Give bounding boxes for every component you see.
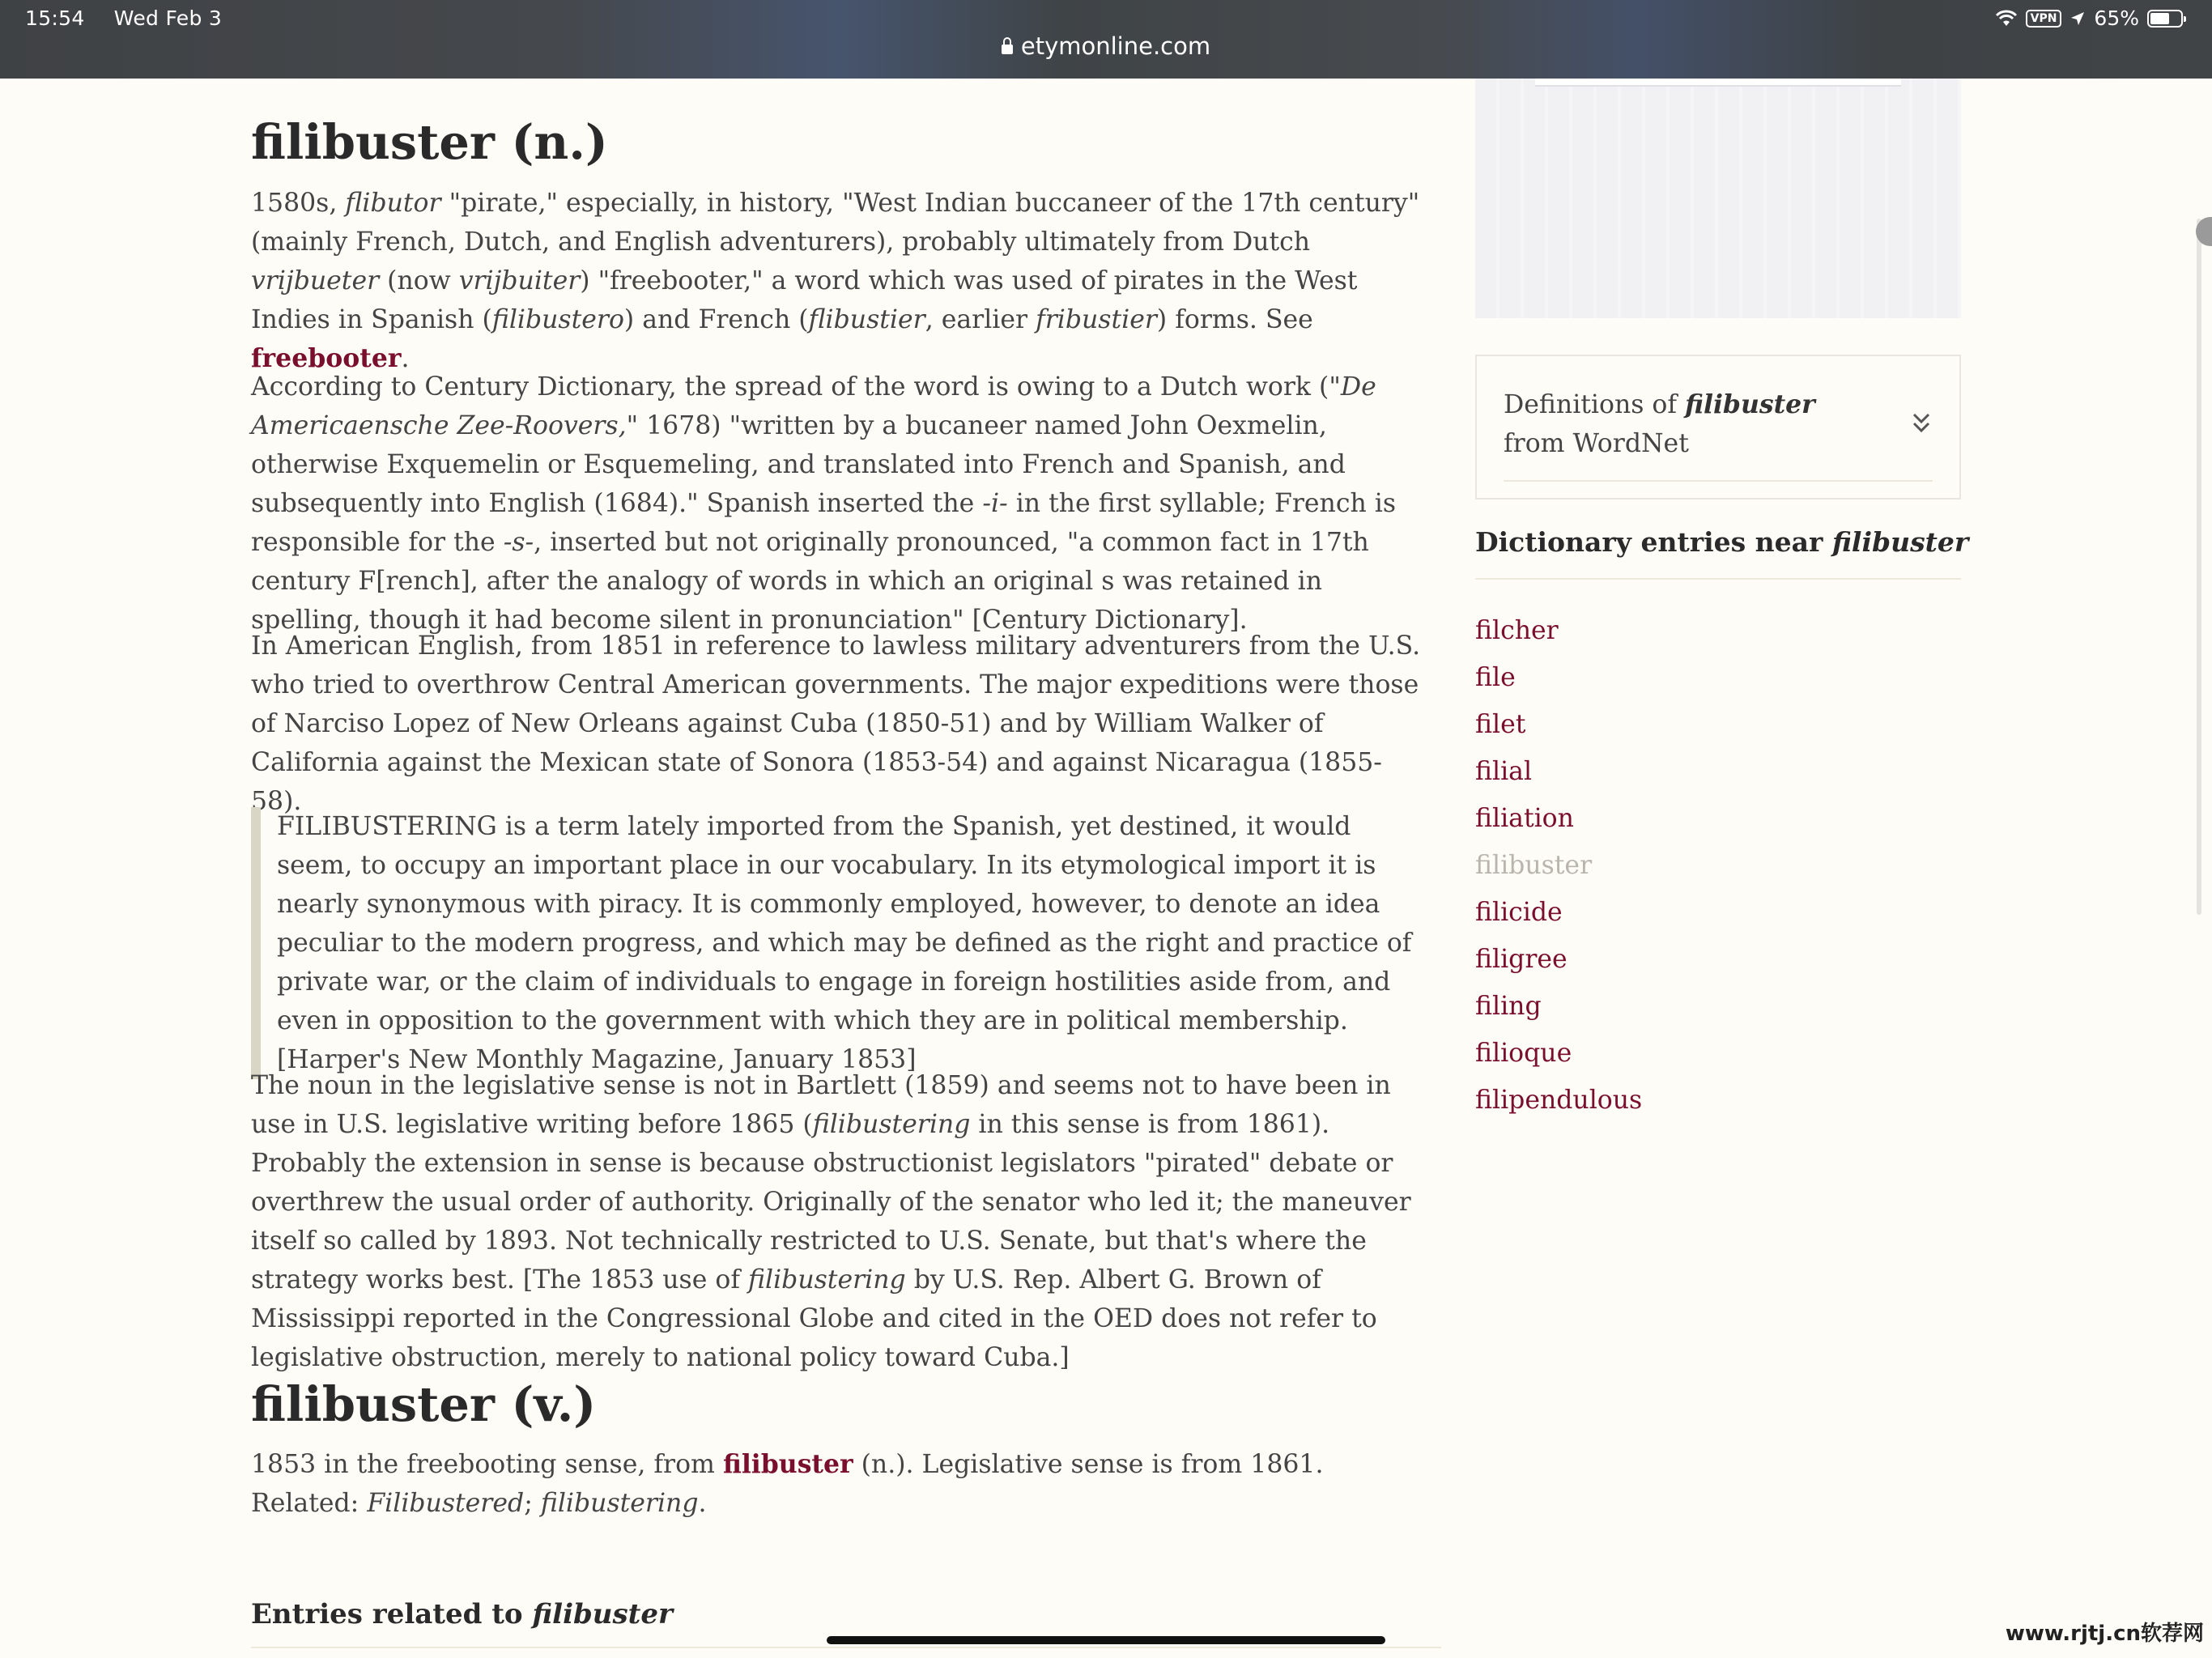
near-entries-heading [1475, 526, 1968, 558]
entry-paragraph: 1580s, flibutor "pirate," especially, in history, "West Indian buccaneer of the 17th century" (mainly French, Dutch, and English adventurers), probably ultimately from Dutch vrijbueter (now vrijbuiter) "freebooter," a word which was used of pirates in the West Indies in Spanish (filibustero) and French (flibustier, earlier fribustier) forms. See freebooter. [251, 189, 1420, 373]
browser-status-bar [0, 0, 2212, 79]
entry-paragraph: According to Century Dictionary, the spread of the word is owing to a Dutch work ("De Americaensche Zee-Roovers," 1678) "written by a bucaneer named John Oexmelin, otherwise Exquemelin or Esquemeling, and translated into French and Spanish, and subsequently into English (1684)." Spanish inserted the -i- in the first syllable; French is responsible for the -s-, inserted but not originally pronounced, "a common fact in 17th century F[rench], after the analogy of words in which an original s was retained in spelling, though it had become silent in pronunciation" [Century Dictionary]. [251, 372, 1397, 635]
italic-term: Filibustered [367, 1489, 525, 1518]
near-entry-filioque[interactable]: filioque [1475, 1039, 1572, 1068]
near-entry-file[interactable]: file [1475, 663, 1516, 692]
near-entry-filipendulous[interactable]: filipendulous [1475, 1086, 1643, 1115]
status-right [1995, 6, 2183, 30]
battery-icon [2147, 10, 2183, 28]
blockquote: FILIBUSTERING is a term lately imported from the Spanish, yet destined, it would seem, to occupy an important place in our vocabulary. In its etymological import it is nearly synonymous with piracy. It is commonly employed, however, to denote an idea peculiar to the modern progress, and which may be defined as the right and practice of private war, or the claim of individuals to engage in foreign hostilities aside from, and even in opposition to the government with which they are in political membership. [Harper's New Monthly Magazine, January 1853] [251, 807, 1417, 1079]
lock-icon [1002, 45, 1013, 54]
italic-term: flibustier [808, 305, 925, 334]
defs-divider [1504, 480, 1933, 482]
wifi-icon [1995, 10, 2018, 28]
status-date: Wed Feb 3 [113, 6, 223, 30]
near-entry-filicide[interactable]: filicide [1475, 898, 1563, 927]
italic-term: fribustier [1036, 305, 1157, 334]
entry-link-filibuster[interactable]: filibuster [722, 1449, 853, 1479]
italic-term: filibustero [491, 305, 624, 334]
near-entry-filiation[interactable]: filiation [1475, 804, 1574, 833]
home-indicator[interactable] [827, 1636, 1385, 1644]
italic-term: "De Americaensche Zee-Roovers," [251, 372, 1376, 440]
italic-term: filibustering [812, 1110, 971, 1139]
address-url: etymonline.com [1020, 32, 1211, 60]
entry-link-freebooter[interactable]: freebooter [251, 343, 402, 373]
wordnet-definitions-toggle[interactable] [1475, 355, 1961, 500]
near-heading-prefix: Dictionary entries near [1475, 526, 1832, 558]
near-entry-filibuster: filibuster [1475, 851, 1593, 880]
watermark: www.rjtj.cn软荐网 [2005, 1622, 2204, 1646]
double-chevron-down-icon[interactable] [1911, 410, 1932, 437]
near-entry-filing[interactable]: filing [1475, 992, 1542, 1021]
related-entries-heading [251, 1598, 673, 1630]
near-entries-list [1475, 607, 1642, 1124]
related-divider [251, 1647, 1441, 1648]
battery-percent: 65% [2094, 6, 2139, 30]
battery-fill [2150, 13, 2169, 24]
italic-term: vrijbueter [251, 266, 380, 295]
related-heading-word: filibuster [532, 1598, 673, 1630]
status-left [25, 6, 245, 30]
italic-term: flibutor [345, 189, 441, 218]
near-divider [1475, 578, 1961, 580]
near-entry-filcher[interactable]: filcher [1475, 616, 1559, 645]
italic-term: filibustering [748, 1265, 906, 1295]
ad-placeholder [1475, 79, 1961, 318]
location-arrow-icon [2069, 11, 2086, 27]
italic-term: filibustering [540, 1489, 699, 1518]
italic-term: -s- [503, 528, 534, 557]
italic-term: -i- [982, 489, 1008, 518]
ad-inner-panel [1535, 79, 1901, 87]
near-entry-filet[interactable]: filet [1475, 710, 1526, 739]
address-bar[interactable] [0, 32, 2212, 60]
near-heading-word: filibuster [1831, 526, 1969, 558]
defs-prefix: Definitions of [1504, 390, 1686, 419]
near-entry-filial[interactable]: filial [1475, 757, 1533, 786]
entry-title-verb: filibuster (v.) [251, 1376, 597, 1432]
vpn-badge: VPN [2026, 10, 2062, 28]
defs-word: filibuster [1685, 389, 1815, 419]
wordnet-definitions-label [1504, 385, 1860, 463]
entry-paragraph: In American English, from 1851 in reference to lawless military adventurers from the U.S. who tried to overthrow Central American governments. The major expeditions were those of Narciso Lopez of New Orleans against Cuba (1850-51) and by William Walker of California against the Mexican state of Sonora (1853-54) and against Nicaragua (1855-58). [251, 631, 1421, 816]
near-entry-filigree[interactable]: filigree [1475, 945, 1568, 974]
entry-title-noun: filibuster (n.) [251, 114, 608, 170]
entry-paragraph: 1853 in the freebooting sense, from filibuster (n.). Legislative sense is from 1861. Related: Filibustered; filibustering. [251, 1449, 1324, 1518]
scrollbar-track[interactable] [2197, 219, 2201, 915]
entry-paragraph: The noun in the legislative sense is not in Bartlett (1859) and seems not to have been in use in U.S. legislative writing before 1865 (filibustering in this sense is from 1861). Probably the extension in sense is because obstructionist legislators "pirated" debate or overthrew the usual order of authority. Originally of the senator who led it; the maneuver itself so called by 1893. Not technically restricted to U.S. Senate, but that's where the strategy works best. [The 1853 use of filibustering by U.S. Rep. Albert G. Brown of Mississippi reported in the Congressional Globe and cited in the OED does not refer to legislative obstruction, merely to national policy toward Cuba.] [251, 1071, 1411, 1372]
related-heading-prefix: Entries related to [251, 1598, 533, 1630]
italic-term: vrijbuiter [458, 266, 581, 295]
status-time: 15:54 [25, 6, 85, 30]
defs-suffix: from WordNet [1504, 429, 1689, 458]
